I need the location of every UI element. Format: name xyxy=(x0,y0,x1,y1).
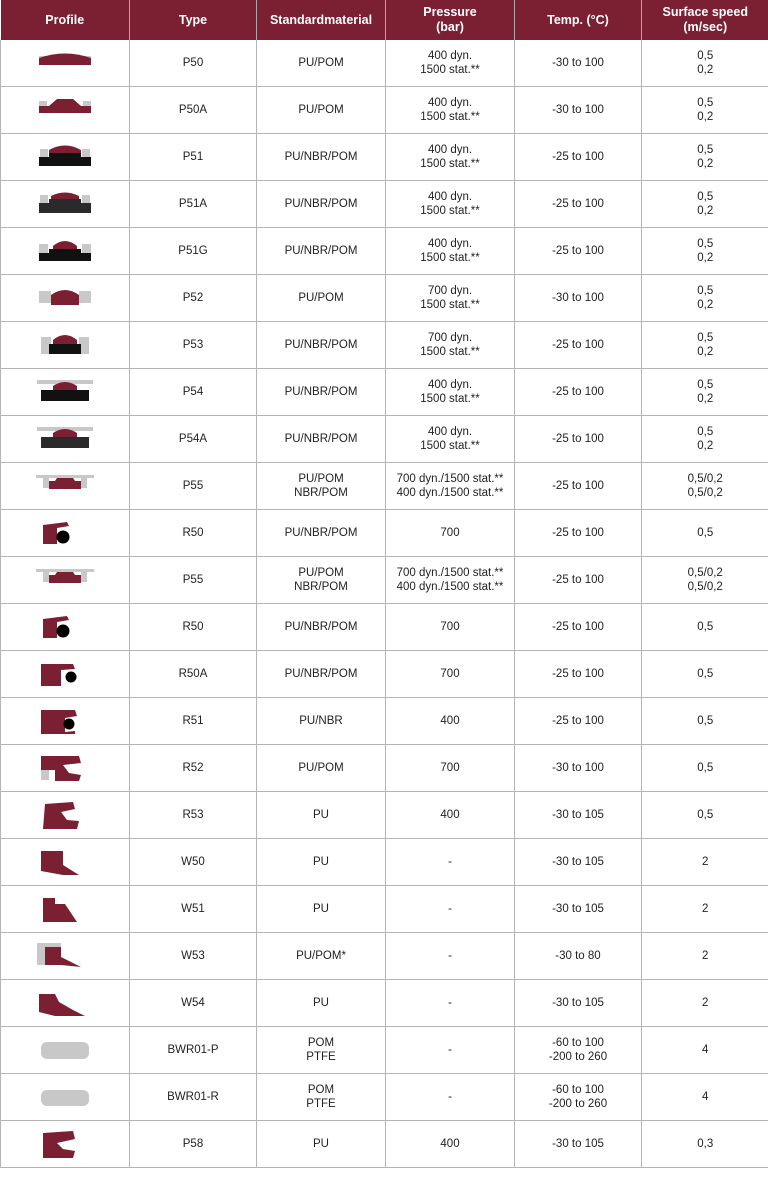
surface-speed-cell: 0,3 xyxy=(642,1121,768,1168)
profile-cell xyxy=(1,745,130,792)
table-row xyxy=(1,322,768,369)
type-cell: R52 xyxy=(130,745,257,792)
profile-cell xyxy=(1,792,130,839)
type-cell: P53 xyxy=(130,322,257,369)
surface-speed-cell: 0,5 0,2 xyxy=(642,134,768,181)
type-cell: R50A xyxy=(130,651,257,698)
pressure-cell: - xyxy=(386,1027,515,1074)
pressure-cell: 700 xyxy=(386,510,515,557)
material-cell: PU/POM xyxy=(257,40,386,87)
table-row xyxy=(1,40,768,87)
profile-cell xyxy=(1,416,130,463)
table-row xyxy=(1,933,768,980)
surface-speed-cell: 0,5 xyxy=(642,698,768,745)
table-row xyxy=(1,463,768,510)
type-cell: W53 xyxy=(130,933,257,980)
pressure-cell: 400 dyn. 1500 stat.** xyxy=(386,416,515,463)
p50-profile-icon xyxy=(35,46,95,80)
temperature-cell: -30 to 105 xyxy=(515,1121,642,1168)
profile-cell xyxy=(1,134,130,181)
surface-speed-cell: 0,5 xyxy=(642,604,768,651)
material-cell: PU/NBR/POM xyxy=(257,369,386,416)
type-cell: P58 xyxy=(130,1121,257,1168)
profile-cell xyxy=(1,886,130,933)
surface-speed-cell: 0,5 0,2 xyxy=(642,40,768,87)
profile-cell xyxy=(1,698,130,745)
pressure-cell: 400 dyn. 1500 stat.** xyxy=(386,228,515,275)
pressure-cell: 400 xyxy=(386,1121,515,1168)
p51g-profile-icon xyxy=(35,234,95,268)
header-profile: Profile xyxy=(1,0,130,40)
table-row xyxy=(1,134,768,181)
material-cell: PU/NBR/POM xyxy=(257,604,386,651)
material-cell: POM PTFE xyxy=(257,1074,386,1121)
header-speed: Surface speed (m/sec) xyxy=(642,0,768,40)
temperature-cell: -30 to 105 xyxy=(515,839,642,886)
pressure-cell: 700 dyn. 1500 stat.** xyxy=(386,275,515,322)
temperature-cell: -30 to 100 xyxy=(515,275,642,322)
type-cell: R51 xyxy=(130,698,257,745)
type-cell: BWR01-P xyxy=(130,1027,257,1074)
header-row xyxy=(1,0,768,40)
type-cell: P51G xyxy=(130,228,257,275)
r52-profile-icon xyxy=(35,751,95,785)
temperature-cell: -25 to 100 xyxy=(515,651,642,698)
material-cell: PU/NBR xyxy=(257,698,386,745)
material-cell: PU/POM xyxy=(257,275,386,322)
bwr01-p-profile-icon xyxy=(35,1033,95,1067)
table-row xyxy=(1,839,768,886)
surface-speed-cell: 0,5 0,2 xyxy=(642,87,768,134)
p53-profile-icon xyxy=(35,328,95,362)
profile-cell xyxy=(1,1121,130,1168)
type-cell: P54 xyxy=(130,369,257,416)
temperature-cell: -25 to 100 xyxy=(515,510,642,557)
profile-cell xyxy=(1,933,130,980)
pressure-cell: 700 dyn./1500 stat.** 400 dyn./1500 stat.** xyxy=(386,557,515,604)
material-cell: PU/NBR/POM xyxy=(257,181,386,228)
surface-speed-cell: 0,5/0,2 0,5/0,2 xyxy=(642,557,768,604)
r50-profile-icon xyxy=(35,516,95,550)
table-row xyxy=(1,604,768,651)
table-row xyxy=(1,980,768,1027)
material-cell: PU/NBR/POM xyxy=(257,416,386,463)
table-row xyxy=(1,510,768,557)
temperature-cell: -25 to 100 xyxy=(515,463,642,510)
material-cell: PU/NBR/POM xyxy=(257,322,386,369)
header-material: Standardmaterial xyxy=(257,0,386,40)
profile-cell xyxy=(1,87,130,134)
surface-speed-cell: 0,5 xyxy=(642,792,768,839)
pressure-cell: - xyxy=(386,886,515,933)
pressure-cell: 400 dyn. 1500 stat.** xyxy=(386,87,515,134)
surface-speed-cell: 0,5 xyxy=(642,745,768,792)
material-cell: PU xyxy=(257,886,386,933)
surface-speed-cell: 0,5 0,2 xyxy=(642,228,768,275)
p55-profile-icon xyxy=(35,563,95,597)
profile-cell xyxy=(1,557,130,604)
table-row xyxy=(1,651,768,698)
surface-speed-cell: 2 xyxy=(642,839,768,886)
profile-cell xyxy=(1,651,130,698)
temperature-cell: -25 to 100 xyxy=(515,369,642,416)
temperature-cell: -25 to 100 xyxy=(515,134,642,181)
type-cell: P50A xyxy=(130,87,257,134)
type-cell: P50 xyxy=(130,40,257,87)
profile-cell xyxy=(1,510,130,557)
pressure-cell: 400 dyn. 1500 stat.** xyxy=(386,134,515,181)
surface-speed-cell: 0,5 xyxy=(642,510,768,557)
type-cell: P54A xyxy=(130,416,257,463)
type-cell: W51 xyxy=(130,886,257,933)
table-row xyxy=(1,181,768,228)
surface-speed-cell: 2 xyxy=(642,980,768,1027)
profile-cell xyxy=(1,839,130,886)
type-cell: P55 xyxy=(130,463,257,510)
w50-profile-icon xyxy=(35,845,95,879)
surface-speed-cell: 2 xyxy=(642,933,768,980)
temperature-cell: -25 to 100 xyxy=(515,228,642,275)
surface-speed-cell: 0,5 0,2 xyxy=(642,181,768,228)
table-row xyxy=(1,369,768,416)
w54-profile-icon xyxy=(35,986,95,1020)
profile-cell xyxy=(1,228,130,275)
surface-speed-cell: 0,5 xyxy=(642,651,768,698)
p52-profile-icon xyxy=(35,281,95,315)
table-row xyxy=(1,745,768,792)
table-row xyxy=(1,416,768,463)
table-row xyxy=(1,792,768,839)
pressure-cell: 700 dyn. 1500 stat.** xyxy=(386,322,515,369)
type-cell: P51A xyxy=(130,181,257,228)
temperature-cell: -25 to 100 xyxy=(515,322,642,369)
pressure-cell: 400 xyxy=(386,698,515,745)
type-cell: W54 xyxy=(130,980,257,1027)
material-cell: PU/POM NBR/POM xyxy=(257,557,386,604)
pressure-cell: 700 dyn./1500 stat.** 400 dyn./1500 stat.** xyxy=(386,463,515,510)
table-row xyxy=(1,228,768,275)
surface-speed-cell: 2 xyxy=(642,886,768,933)
w51-profile-icon xyxy=(35,892,95,926)
type-cell: BWR01-R xyxy=(130,1074,257,1121)
profile-cell xyxy=(1,1074,130,1121)
header-temp: Temp. (°C) xyxy=(515,0,642,40)
p51-profile-icon xyxy=(35,140,95,174)
surface-speed-cell: 4 xyxy=(642,1027,768,1074)
type-cell: P51 xyxy=(130,134,257,181)
material-cell: PU/NBR/POM xyxy=(257,228,386,275)
pressure-cell: 700 xyxy=(386,604,515,651)
material-cell: PU xyxy=(257,792,386,839)
w53-profile-icon xyxy=(35,939,95,973)
surface-speed-cell: 0,5 0,2 xyxy=(642,369,768,416)
pressure-cell: - xyxy=(386,839,515,886)
material-cell: PU/NBR/POM xyxy=(257,134,386,181)
material-cell: PU xyxy=(257,980,386,1027)
p54a-profile-icon xyxy=(35,422,95,456)
pressure-cell: - xyxy=(386,980,515,1027)
pressure-cell: 700 xyxy=(386,651,515,698)
profile-cell xyxy=(1,322,130,369)
temperature-cell: -25 to 100 xyxy=(515,557,642,604)
material-cell: PU/NBR/POM xyxy=(257,651,386,698)
temperature-cell: -30 to 80 xyxy=(515,933,642,980)
table-row xyxy=(1,87,768,134)
r53-profile-icon xyxy=(35,798,95,832)
surface-speed-cell: 4 xyxy=(642,1074,768,1121)
type-cell: W50 xyxy=(130,839,257,886)
profile-cell xyxy=(1,1027,130,1074)
pressure-cell: 400 xyxy=(386,792,515,839)
p55-profile-icon xyxy=(35,469,95,503)
table-row xyxy=(1,275,768,322)
temperature-cell: -60 to 100 -200 to 260 xyxy=(515,1074,642,1121)
r50-profile-icon xyxy=(35,610,95,644)
type-cell: R50 xyxy=(130,604,257,651)
r51-profile-icon xyxy=(35,704,95,738)
table-row xyxy=(1,886,768,933)
pressure-cell: 400 dyn. 1500 stat.** xyxy=(386,181,515,228)
r50a-profile-icon xyxy=(35,657,95,691)
temperature-cell: -30 to 100 xyxy=(515,745,642,792)
profile-cell xyxy=(1,980,130,1027)
bwr01-r-profile-icon xyxy=(35,1080,95,1114)
table-row xyxy=(1,557,768,604)
pressure-cell: - xyxy=(386,933,515,980)
material-cell: PU/POM xyxy=(257,745,386,792)
temperature-cell: -25 to 100 xyxy=(515,604,642,651)
profile-cell xyxy=(1,181,130,228)
material-cell: PU xyxy=(257,1121,386,1168)
table-row xyxy=(1,698,768,745)
type-cell: P55 xyxy=(130,557,257,604)
profile-cell xyxy=(1,604,130,651)
table-row xyxy=(1,1121,768,1168)
material-cell: PU xyxy=(257,839,386,886)
temperature-cell: -30 to 105 xyxy=(515,886,642,933)
profile-cell xyxy=(1,40,130,87)
profile-cell xyxy=(1,275,130,322)
table-row xyxy=(1,1027,768,1074)
temperature-cell: -30 to 105 xyxy=(515,792,642,839)
header-type: Type xyxy=(130,0,257,40)
p58-profile-icon xyxy=(35,1127,95,1161)
material-cell: PU/NBR/POM xyxy=(257,510,386,557)
table-row xyxy=(1,1074,768,1121)
material-cell: PU/POM NBR/POM xyxy=(257,463,386,510)
temperature-cell: -25 to 100 xyxy=(515,181,642,228)
pressure-cell: - xyxy=(386,1074,515,1121)
type-cell: R53 xyxy=(130,792,257,839)
temperature-cell: -30 to 100 xyxy=(515,40,642,87)
temperature-cell: -60 to 100 -200 to 260 xyxy=(515,1027,642,1074)
pressure-cell: 400 dyn. 1500 stat.** xyxy=(386,369,515,416)
type-cell: P52 xyxy=(130,275,257,322)
pressure-cell: 700 xyxy=(386,745,515,792)
profile-cell xyxy=(1,463,130,510)
material-cell: PU/POM* xyxy=(257,933,386,980)
material-cell: PU/POM xyxy=(257,87,386,134)
surface-speed-cell: 0,5/0,2 0,5/0,2 xyxy=(642,463,768,510)
surface-speed-cell: 0,5 0,2 xyxy=(642,275,768,322)
p50a-profile-icon xyxy=(35,93,95,127)
profile-cell xyxy=(1,369,130,416)
header-pressure: Pressure (bar) xyxy=(386,0,515,40)
p54-profile-icon xyxy=(35,375,95,409)
temperature-cell: -25 to 100 xyxy=(515,698,642,745)
material-cell: POM PTFE xyxy=(257,1027,386,1074)
temperature-cell: -30 to 105 xyxy=(515,980,642,1027)
temperature-cell: -25 to 100 xyxy=(515,416,642,463)
pressure-cell: 400 dyn. 1500 stat.** xyxy=(386,40,515,87)
p51a-profile-icon xyxy=(35,187,95,221)
temperature-cell: -30 to 100 xyxy=(515,87,642,134)
type-cell: R50 xyxy=(130,510,257,557)
surface-speed-cell: 0,5 0,2 xyxy=(642,416,768,463)
surface-speed-cell: 0,5 0,2 xyxy=(642,322,768,369)
